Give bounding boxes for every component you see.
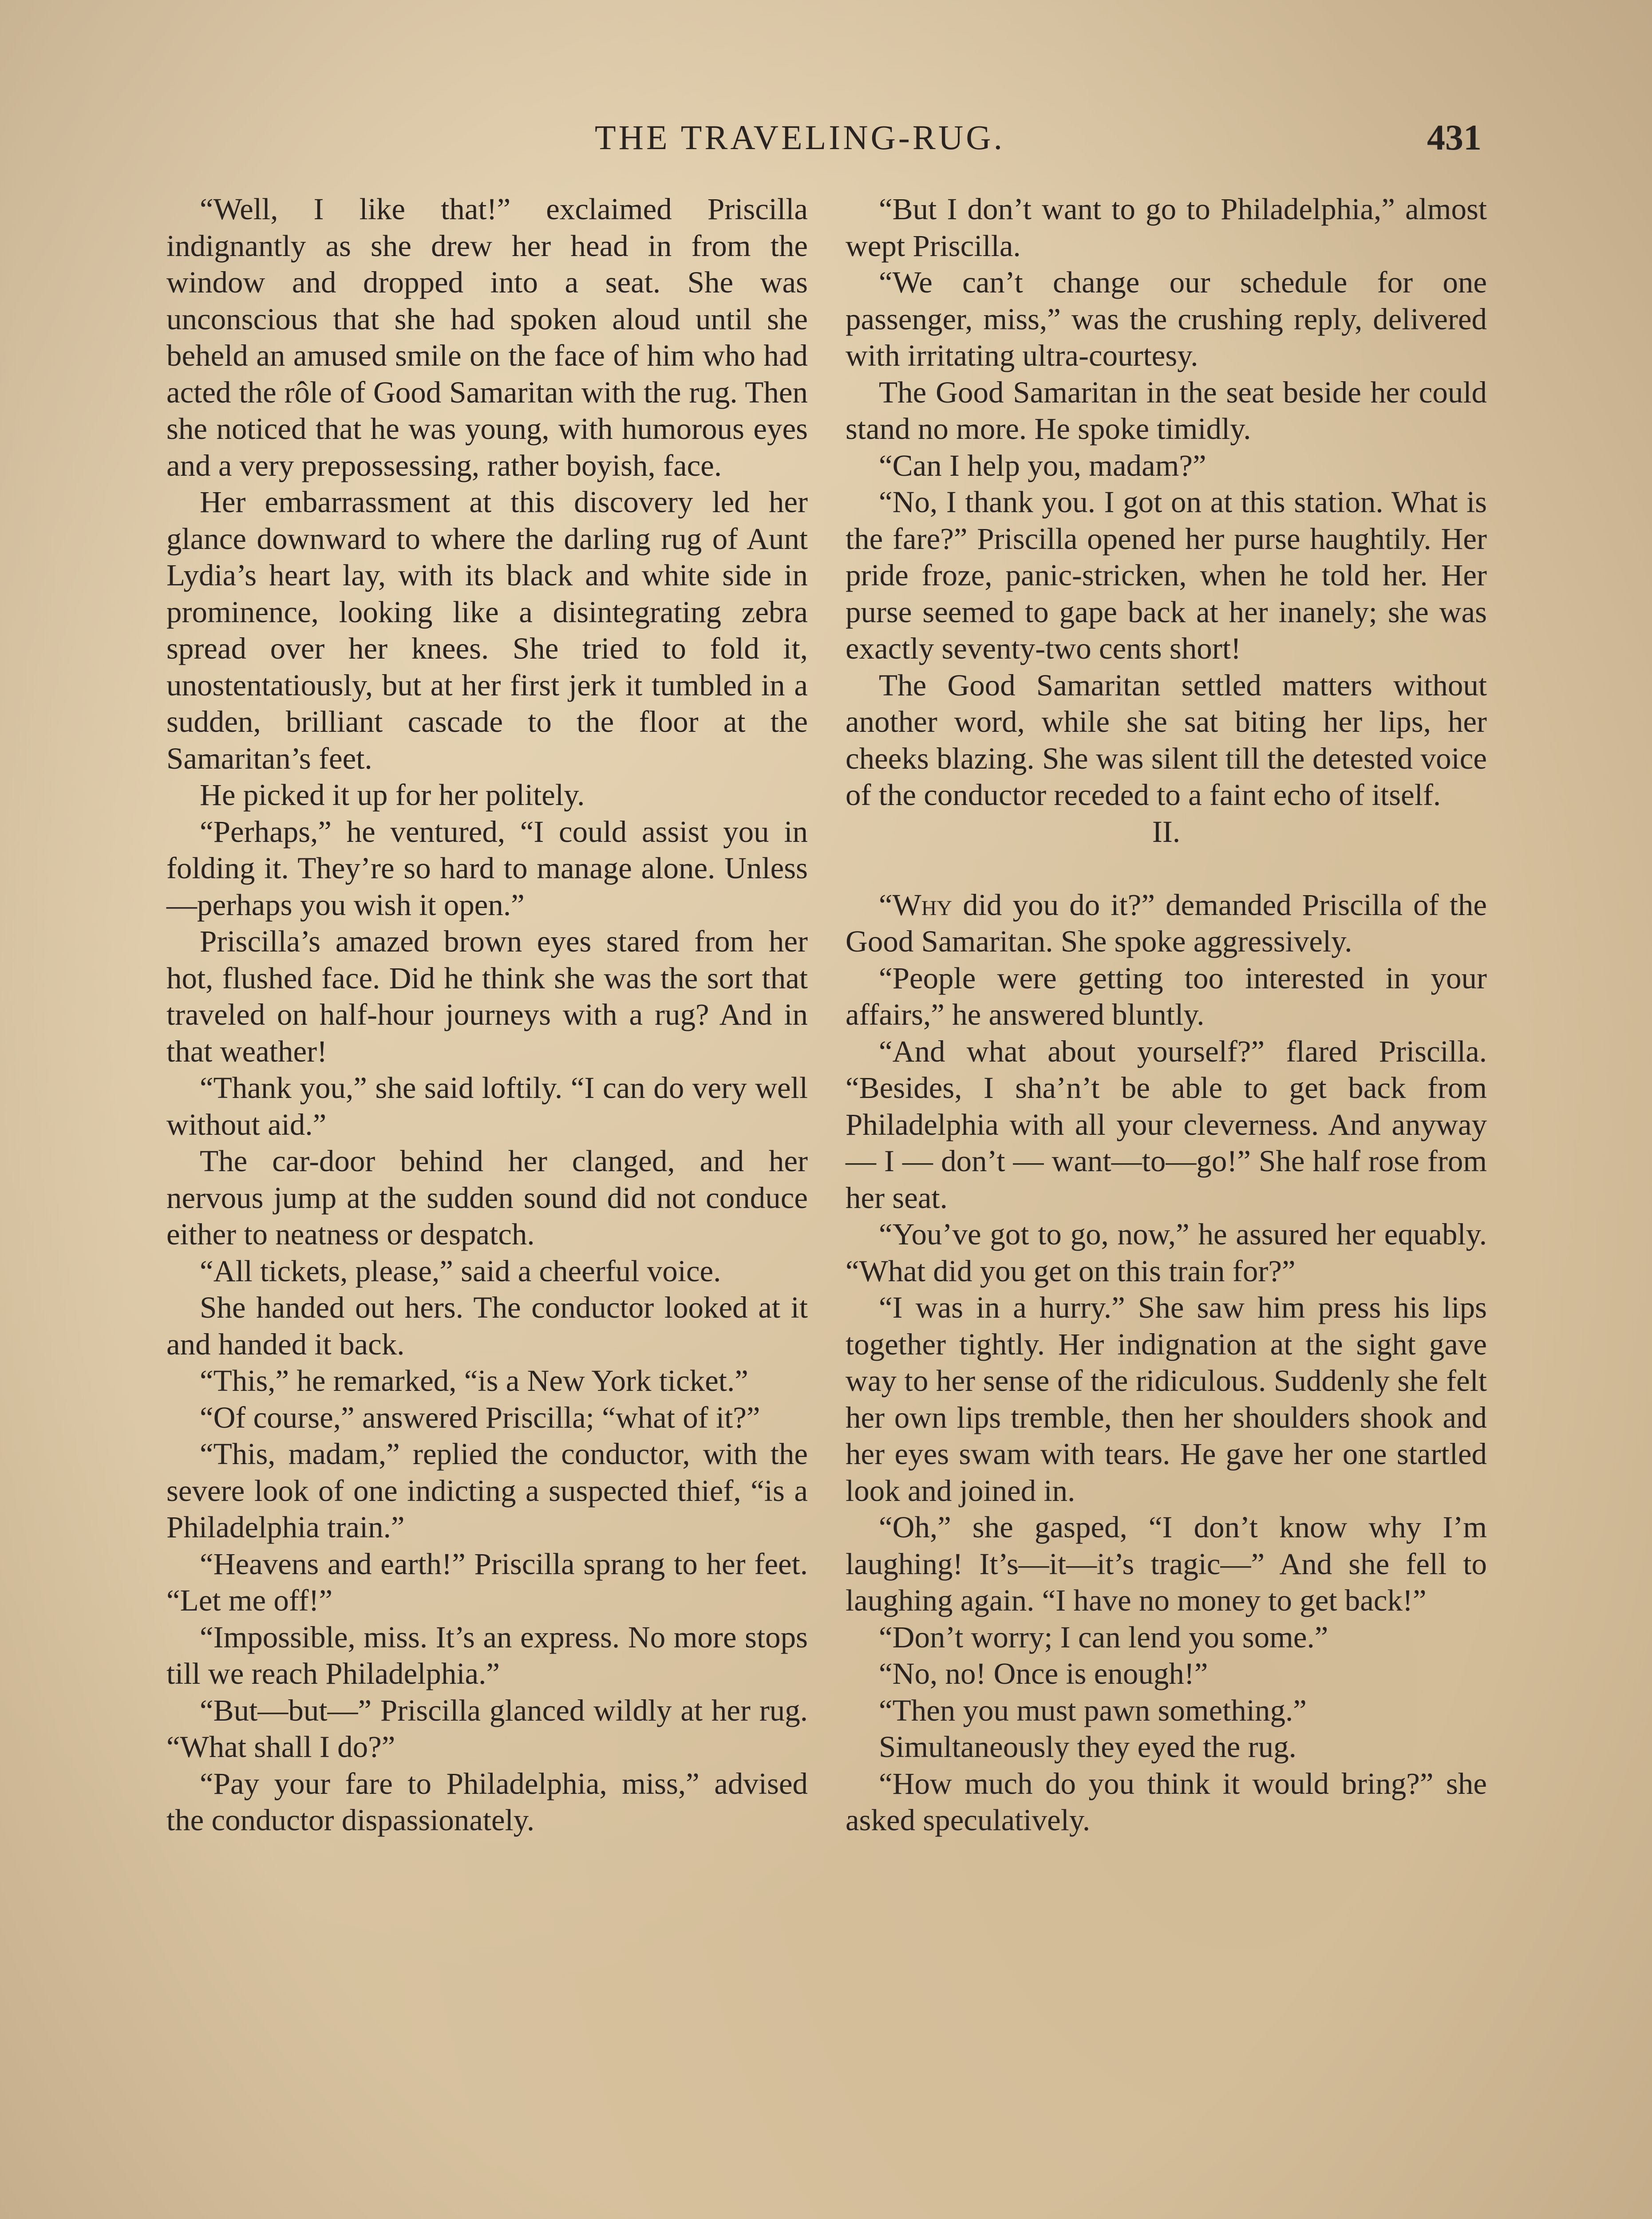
paragraph: “Of course,” answered Priscilla; “what of it?” [200, 1400, 760, 1434]
paragraph: “This,” he remarked, “is a New York ticket.” [200, 1364, 748, 1398]
paragraph: “Then you must pawn something.” [879, 1693, 1307, 1727]
paragraph: “But I don’t want to go to Philadelphia,” almost wept Priscilla. [846, 192, 1487, 263]
paragraph: “Impossible, miss. It’s an express. No more stops till we reach Philadelphia.” [166, 1620, 808, 1690]
paragraph: “Heavens and earth!” Priscilla sprang to her feet. “Let me off!” [166, 1547, 808, 1617]
paragraph: “This, madam,” replied the conductor, with the severe look of one indicting a suspected thief, “is a Philadelphia train.” [166, 1437, 808, 1544]
paragraph: Simultaneously they eyed the rug. [879, 1730, 1296, 1764]
paragraph: The Good Samaritan in the seat beside her could stand no more. He spoke timidly. [846, 375, 1487, 446]
right-column [846, 191, 1487, 1839]
page-number: 431 [1427, 117, 1482, 158]
paragraph: Her embarrassment at this discovery led her glance downward to where the darling rug of Aunt Lydia’s heart lay, with its black and white side in prominence, looking like a disintegrating zebra spread over her knees. She tried to fold it, unostentatiously, but at her first jerk it tumbled in a sudden, brilliant cascade to the floor at the Samaritan’s feet. [166, 485, 808, 775]
paragraph: “People were getting too interested in your affairs,” he answered bluntly. [846, 961, 1487, 1031]
paragraph: “I was in a hurry.” She saw him press his lips together tightly. Her indignation at the sight gave way to her sense of the ridiculous. Suddenly she felt her own lips tremble, then her shoulders shook and her eyes swam with tears. He gave her one startled look and joined in. [846, 1291, 1487, 1508]
running-head [0, 113, 1652, 162]
paragraph: “Thank you,” she said loftily. “I can do very well without aid.” [166, 1071, 808, 1141]
running-title: THE TRAVELING-RUG. [595, 118, 1005, 157]
paragraph: “Oh,” she gasped, “I don’t know why I’m laughing! It’s—it—it’s tragic—” And she fell to laughing again. “I have no money to get back!” [846, 1510, 1487, 1617]
paragraph: The car-door behind her clanged, and her nervous jump at the sudden sound did not conduce either to neatness or despatch. [166, 1144, 808, 1251]
section-heading: II. [1152, 814, 1181, 849]
paragraph: “Can I help you, madam?” [879, 448, 1206, 482]
paragraph: “Perhaps,” he ventured, “I could assist you in folding it. They’re so hard to manage alone. Unless—perhaps you wish it open.” [166, 814, 808, 922]
paragraph: He picked it up for her politely. [200, 778, 585, 812]
paragraph: “Well, I like that!” exclaimed Priscilla indignantly as she drew her head in from the window and dropped into a seat. She was unconscious that she had spoken aloud until she beheld an amused smile on the face of him who had acted the rôle of Good Samaritan with the rug. Then she noticed that he was young, with humorous eyes and a very prepossessing, rather boyish, face. [166, 192, 808, 482]
paragraph: “We can’t change our schedule for one passenger, miss,” was the crushing reply, delivered with irritating ultra-courtesy. [846, 265, 1487, 372]
paragraph: “Pay your fare to Philadelphia, miss,” advised the conductor dispassionately. [166, 1766, 808, 1837]
left-column [166, 191, 808, 1839]
paragraph: Priscilla’s amazed brown eyes stared from her hot, flushed face. Did he think she was the sort that traveled on half-hour journeys with a rug? And in that weather! [166, 924, 808, 1068]
paragraph: “All tickets, please,” said a cheerful voice. [200, 1254, 721, 1288]
paragraph: “No, I thank you. I got on at this station. What is the fare?” Priscilla opened her purse haughtily. Her pride froze, panic-stricken, when he told her. Her purse seemed to gape back at her inanely; she was exactly seventy-two cents short! [846, 485, 1487, 665]
paragraph: “Don’t worry; I can lend you some.” [879, 1620, 1328, 1654]
paragraph: The Good Samaritan settled matters without another word, while she sat biting her lips, her cheeks blazing. She was silent till the detested voice of the conductor receded to a faint echo of itself. [846, 668, 1487, 812]
opening-paragraph-text: did you do it?” demanded Priscilla of the Good Samaritan. She spoke aggressively. [846, 888, 1487, 958]
paragraph: “How much do you think it would bring?” she asked speculatively. [846, 1766, 1487, 1837]
paragraph: “But—but—” Priscilla glanced wildly at her rug. “What shall I do?” [166, 1693, 808, 1764]
paragraph: “You’ve got to go, now,” he assured her equably. “What did you get on this train for?” [846, 1217, 1487, 1288]
paragraph: “No, no! Once is enough!” [879, 1657, 1208, 1690]
section-opening-paragraph [846, 887, 1487, 960]
paragraph: She handed out hers. The conductor looked at it and handed it back. [166, 1291, 808, 1361]
small-caps-opening: Why [892, 888, 952, 922]
paragraph: “And what about yourself?” flared Priscilla. “Besides, I sha’n’t be able to get back from Philadelphia with all your cleverness. And anyway — I — don’t — want—to—go!” She half rose from her seat. [846, 1034, 1487, 1215]
open-quote: “ [879, 888, 893, 922]
